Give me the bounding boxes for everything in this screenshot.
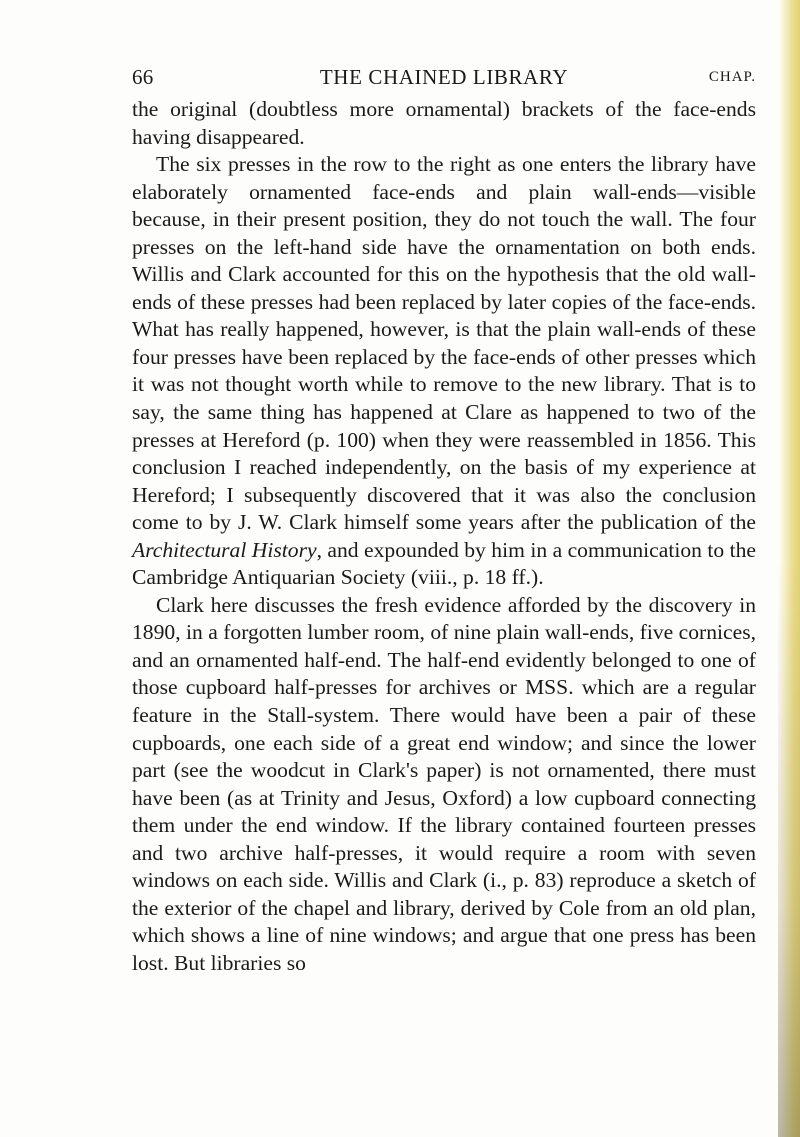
paragraph-evidence: Clark here discusses the fresh evidence afforded by the discovery in 1890, in a forgotten lumber room, of nine plain wall-ends, five cornices, and an ornamented half-end. The half-end evidently belonged to one of those cupboard half-presses for archives or MSS. which are a regular feature in the Stall-system. There would have been a pair of these cupboards, one each side of a great end window; and since the lower part (see the woodcut in Clark's paper) is not ornamented, there must have been (as at Trinity and Jesus, Oxford) a low cupboard connecting them under the end window. If the library contained fourteen presses and two archive half-presses, it would require a room with seven windows on each side. Willis and Clark (i., p. 83) reproduce a sketch of the exterior of the chapel and library, derived by Cole from an old plan, which shows a line of nine windows; and argue that one press has been lost. But libraries so [132, 592, 756, 975]
running-header [132, 62, 756, 92]
paragraph-text: The six presses in the row to the right as one enters the library have elaborately ornamented face-ends and plain wall-ends—visible because, in their present position, they do not touch the wall. The four presses on the left-hand side have the ornamentation on both ends. Willis and Clark accounted for this on the hypothesis that the old wall-ends of these presses had been replaced by later copies of the face-ends. What has really happened, however, is that the plain wall-ends of these four presses have been replaced by the face-ends of other presses which it was not thought worth while to remove to the new library. That is to say, the same thing has happened at Clare as happened to two of the presses at Hereford (p. 100) when they were reassembled in 1856. This conclusion I reached independently, on the basis of my experience at Hereford; I subsequently discovered that it was also the conclusion come to by J. W. Clark himself some years after the publication of the [132, 152, 756, 535]
chapter-mark: CHAP. [708, 69, 756, 85]
page-number: 66 [132, 65, 154, 89]
body-text [132, 96, 756, 978]
book-title-italic: Architectural History [132, 537, 317, 562]
paragraph-presses [132, 151, 756, 592]
paragraph-continuation: the original (doubtless more ornamental) brackets of the face-ends having disappeared. [132, 97, 756, 149]
paragraph-text-end: , and expounded by him in a communication to the Cambridge Antiquarian Society (viii., p. 18 ff.). [132, 537, 756, 590]
running-title: THE CHAINED LIBRARY [319, 65, 569, 89]
page-edge-shadow [778, 560, 800, 1137]
